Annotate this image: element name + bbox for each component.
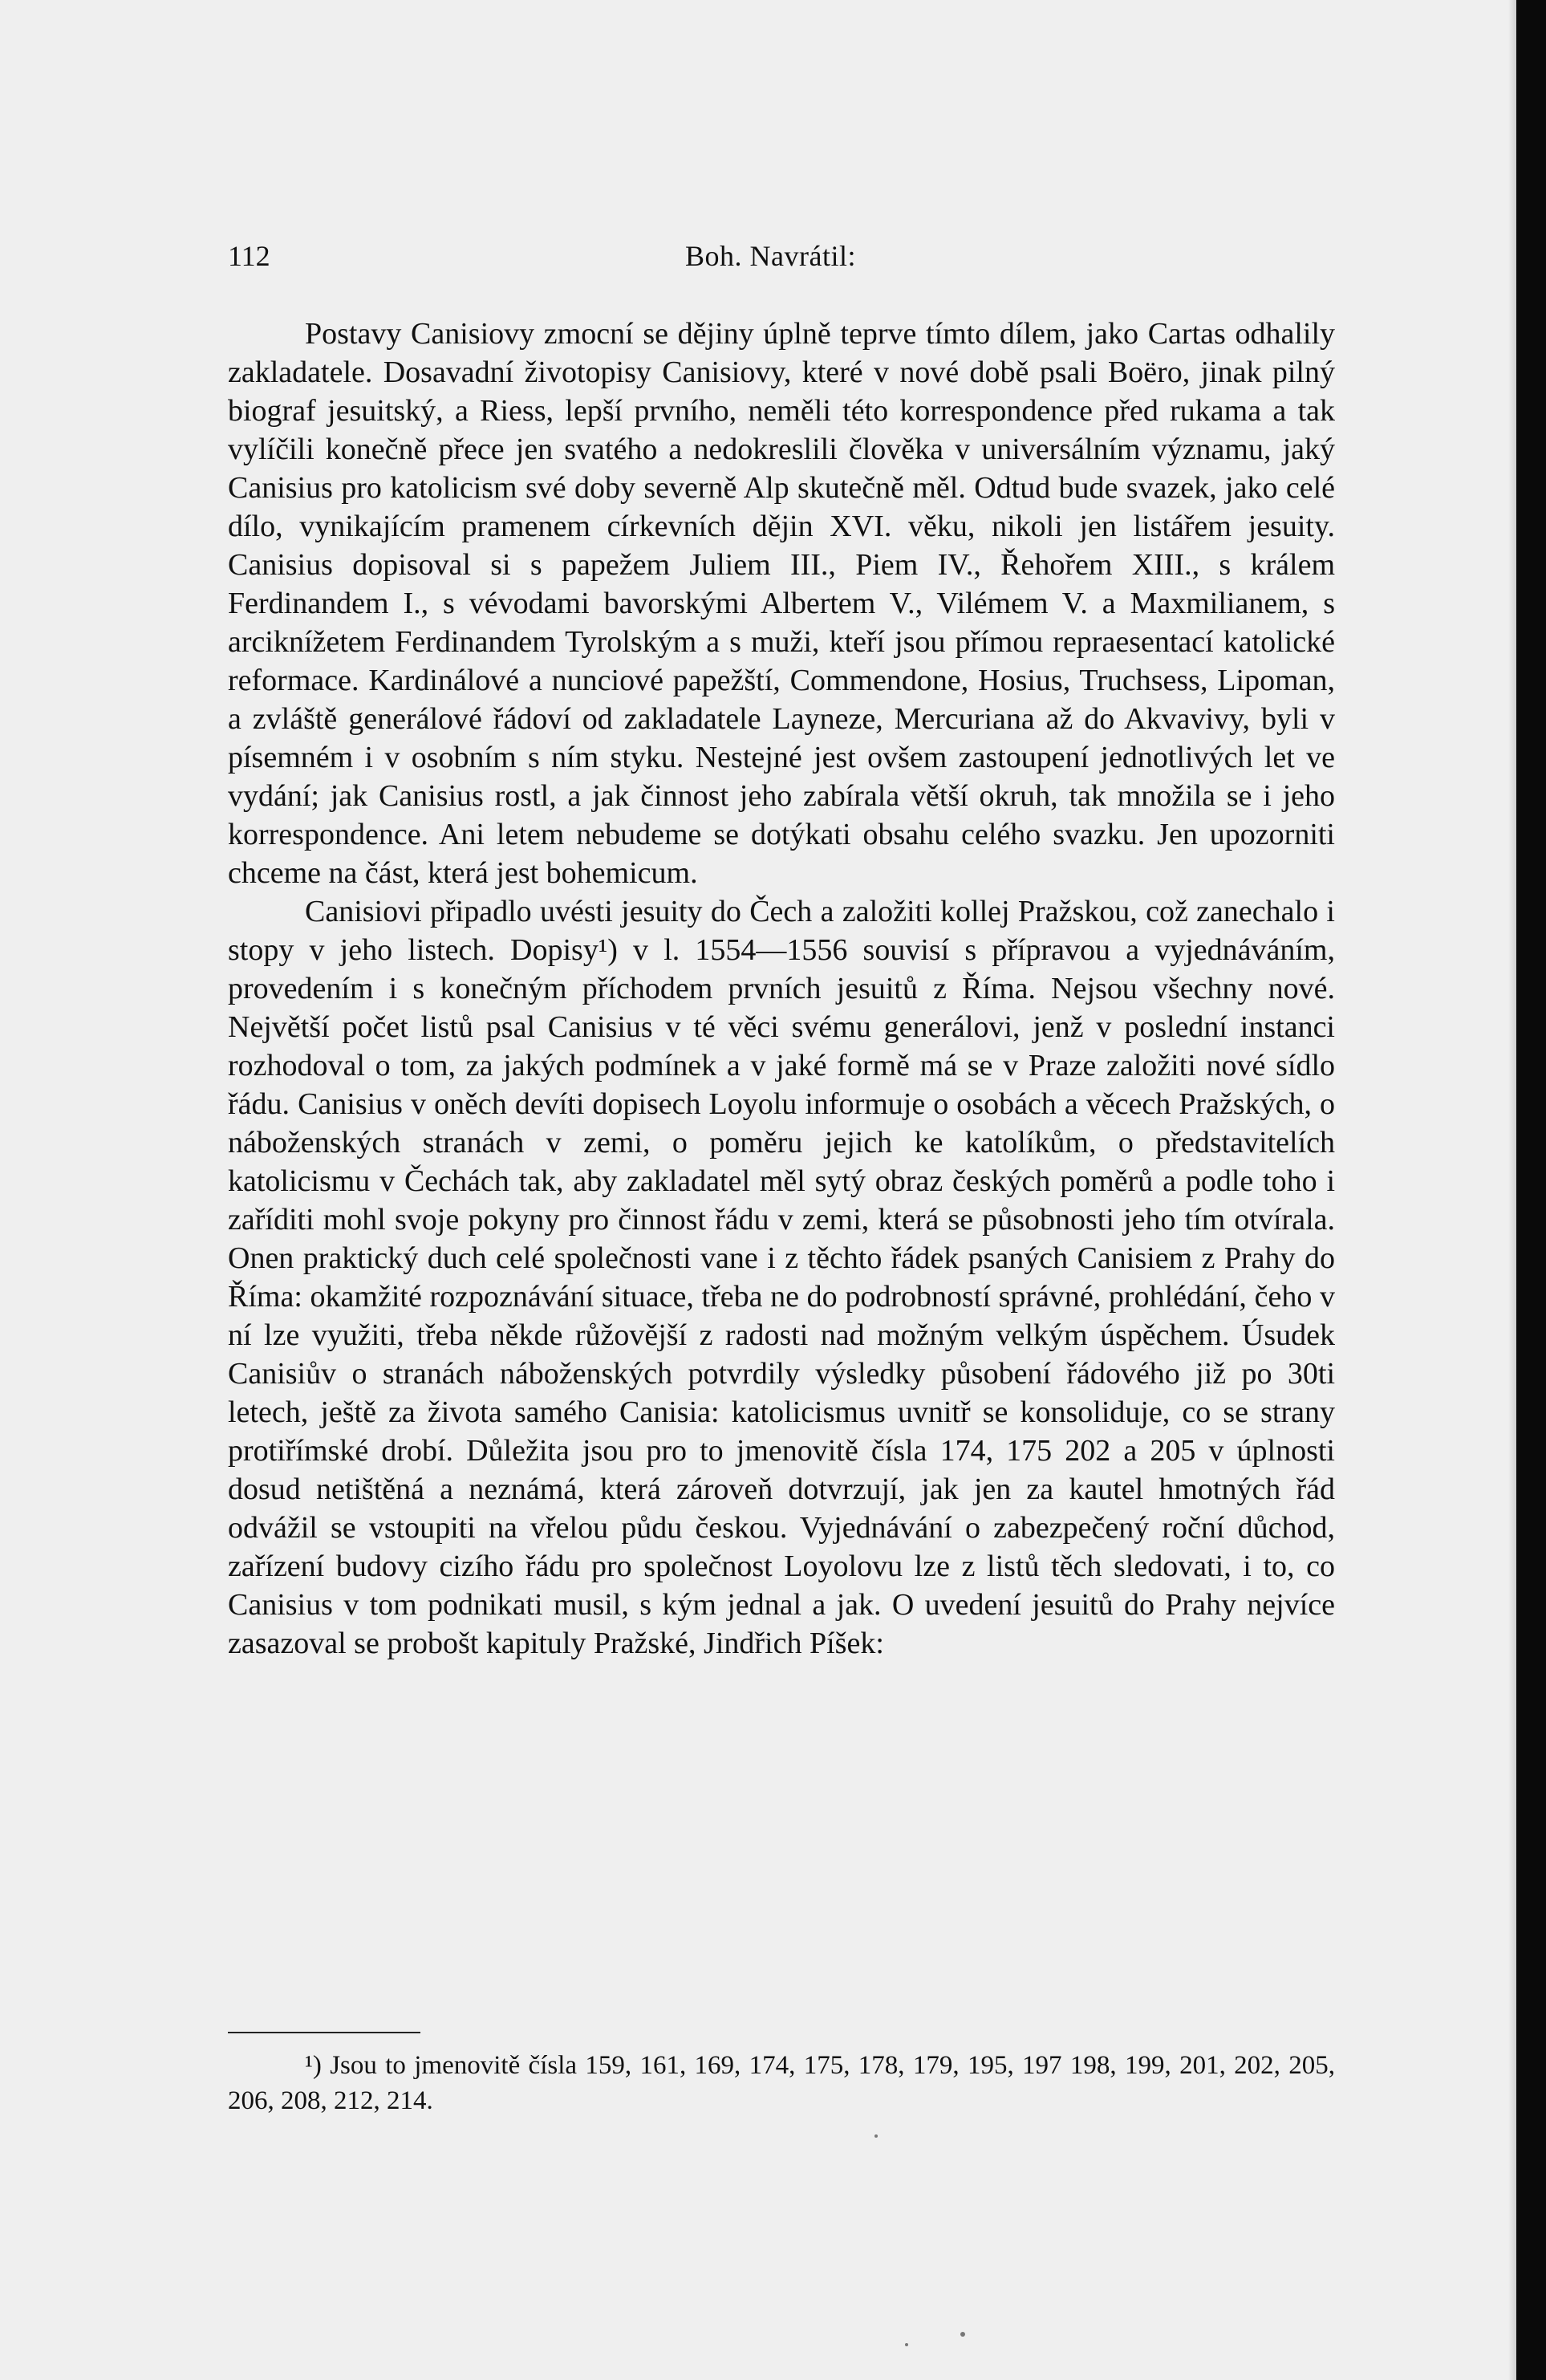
page-header — [228, 239, 1335, 279]
paragraph-2: Canisiovi připadlo uvésti jesuity do Čech a založiti kollej Pražskou, což zanechalo i stopy v jeho listech. Dopisy¹) v l. 1554—1556 souvisí s přípravou a vyjednáváním, provedením i s konečným příchodem prvních jesuitů z Říma. Nejsou všechny nové. Největší počet listů psal Canisius v té věci svému generálovi, jenž v poslední instanci rozhodoval o tom, za jakých podmínek a v jaké formě má se v Praze založiti nové sídlo řádu. Canisius v oněch devíti dopisech Loyolu informuje o osobách a věcech Pražských, o náboženských stranách v zemi, o poměru jejich ke katolíkům, o představitelích katolicismu v Čechách tak, aby zakladatel měl sytý obraz českých poměrů a podle toho i zaříditi mohl svoje pokyny pro činnost řádu v zemi, která se působnosti jeho tím otvírala. Onen praktický duch celé společnosti vane i z těchto řádek psaných Canisiem z Prahy do Říma: okamžité rozpoznávání situace, třeba ne do podrobností správné, prohlédání, čeho v ní lze využiti, třeba někde růžovější z radosti nad možným velkým úspěchem. Úsudek Canisiův o stranách náboženských potvrdily výsledky působení řádového již po 30ti letech, ještě za života samého Canisia: katolicismus uvnitř se konsoliduje, co se strany protiřímské drobí. Důležita jsou pro to jmenovitě čísla 174, 175 202 a 205 v úplnosti dosud netištěná a neznámá, která zároveň dotvrzují, jak jen za kautel hmotných řád odvážil se vstoupiti na vřelou půdu českou. Vyjednávání o zabezpečený roční důchod, zařízení budovy cizího řádu pro společnost Loyolovu lze z listů těch sledovati, i to, co Canisius v tom podnikati musil, s kým jednal a jak. O uvedení jesuitů do Prahy nejvíce zasazoval se probošt kapituly Pražské, Jindřich Píšek: — [228, 895, 1335, 1660]
scan-speck — [960, 2332, 965, 2337]
scan-speck — [874, 2134, 878, 2138]
footnote-divider — [228, 2032, 420, 2033]
paragraph-1: Postavy Canisiovy zmocní se dějiny úplně teprve tímto dílem, jako Cartas odhalily zakladatele. Dosavadní životopisy Canisiovy, které v nové době psali Boëro, jinak pilný biograf jesuitský, a Riess, lepší prvního, neměli této korrespondence před rukama a tak vylíčili konečně přece jen svatého a nedokreslili člověka v universálním významu, jaký Canisius pro katolicism své doby severně Alp skutečně měl. Odtud bude svazek, jako celé dílo, vynikajícím pramenem církevních dějin XVI. věku, nikoli jen listářem jesuity. Canisius dopisoval si s papežem Juliem III., Piem IV., Řehořem XIII., s králem Ferdinandem I., s vévodami bavorskými Albertem V., Vilémem V. a Maxmilianem, s arciknížetem Ferdinandem Tyrolským a s muži, kteří jsou přímou repraesentací katolické reformace. Kardinálové a nunciové papežští, Commendone, Hosius, Truchsess, Lipoman, a zvláště generálové řádoví od zakladatele Layneze, Mercuriana až do Akvavivy, byli v písemném i v osobním s ním styku. Nestejné jest ovšem zastoupení jednotlivých let ve vydání; jak Canisius rostl, a jak činnost jeho zabírala větší okruh, tak množila se i jeho korrespondence. Ani letem nebudeme se dotýkati obsahu celého svazku. Jen upozorniti chceme na část, která jest bohemicum. — [228, 317, 1335, 890]
footnote: ¹) Jsou to jmenovitě čísla 159, 161, 169, 174, 175, 178, 179, 195, 197 198, 199, 201, 202, 205, 206, 208, 212, 214. — [228, 2051, 1335, 2115]
scan-speck — [905, 2343, 908, 2346]
body-text — [228, 315, 1335, 1663]
running-head: Boh. Navrátil: — [685, 240, 856, 272]
page-number: 112 — [228, 240, 270, 272]
